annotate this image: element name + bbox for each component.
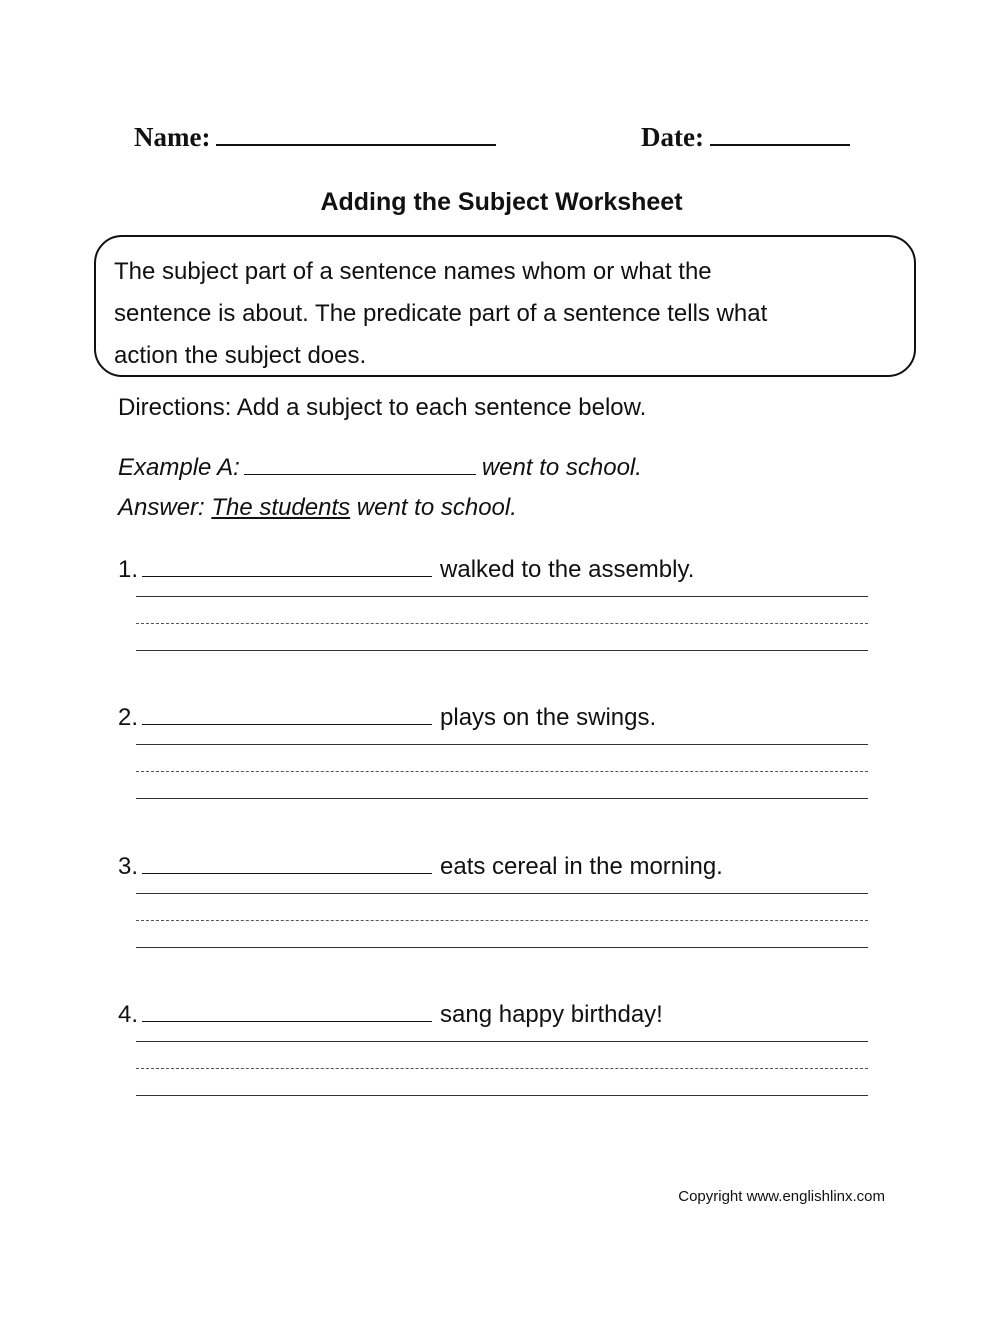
subject-blank[interactable] [142, 849, 432, 874]
answer-predicate: went to school. [356, 494, 517, 521]
name-blank[interactable] [216, 118, 496, 146]
question-text: eats cereal in the morning. [440, 853, 723, 880]
question-text: sang happy birthday! [440, 1001, 663, 1028]
date-blank[interactable] [710, 118, 850, 146]
definition-line-3: action the subject does. [114, 342, 367, 369]
question-2 [118, 700, 878, 830]
question-number: 1. [118, 556, 139, 583]
definition-line-1: The subject part of a sentence names whom or what the [114, 258, 712, 285]
subject-blank[interactable] [142, 700, 432, 725]
example-answer [118, 492, 517, 524]
name-field [134, 118, 496, 154]
directions: Directions: Add a subject to each sentence below. [118, 394, 647, 421]
question-4 [118, 997, 878, 1127]
writing-lines[interactable] [136, 596, 868, 652]
subject-blank[interactable] [142, 997, 432, 1022]
example-predicate: went to school. [481, 454, 642, 481]
example-blank [244, 450, 476, 475]
writing-lines[interactable] [136, 1041, 868, 1097]
writing-lines[interactable] [136, 893, 868, 949]
answer-subject: The students [211, 494, 351, 521]
subject-blank[interactable] [142, 552, 432, 577]
question-1 [118, 552, 878, 682]
copyright-notice: Copyright www.englishlinx.com [678, 1188, 885, 1205]
question-number: 4. [118, 1001, 139, 1028]
date-label: Date: [641, 122, 704, 152]
answer-label: Answer: [118, 494, 205, 521]
worksheet-title: Adding the Subject Worksheet [320, 188, 683, 216]
question-number: 3. [118, 853, 139, 880]
question-3 [118, 849, 878, 979]
writing-lines[interactable] [136, 744, 868, 800]
name-label: Name: [134, 122, 211, 152]
example-label: Example A: [118, 454, 240, 481]
date-field [641, 118, 850, 154]
question-text: plays on the swings. [440, 704, 657, 731]
example-sentence [118, 450, 642, 484]
definition-box [94, 235, 916, 377]
question-number: 2. [118, 704, 139, 731]
definition-line-2: sentence is about. The predicate part of a sentence tells what [114, 300, 768, 327]
question-text: walked to the assembly. [440, 556, 695, 583]
